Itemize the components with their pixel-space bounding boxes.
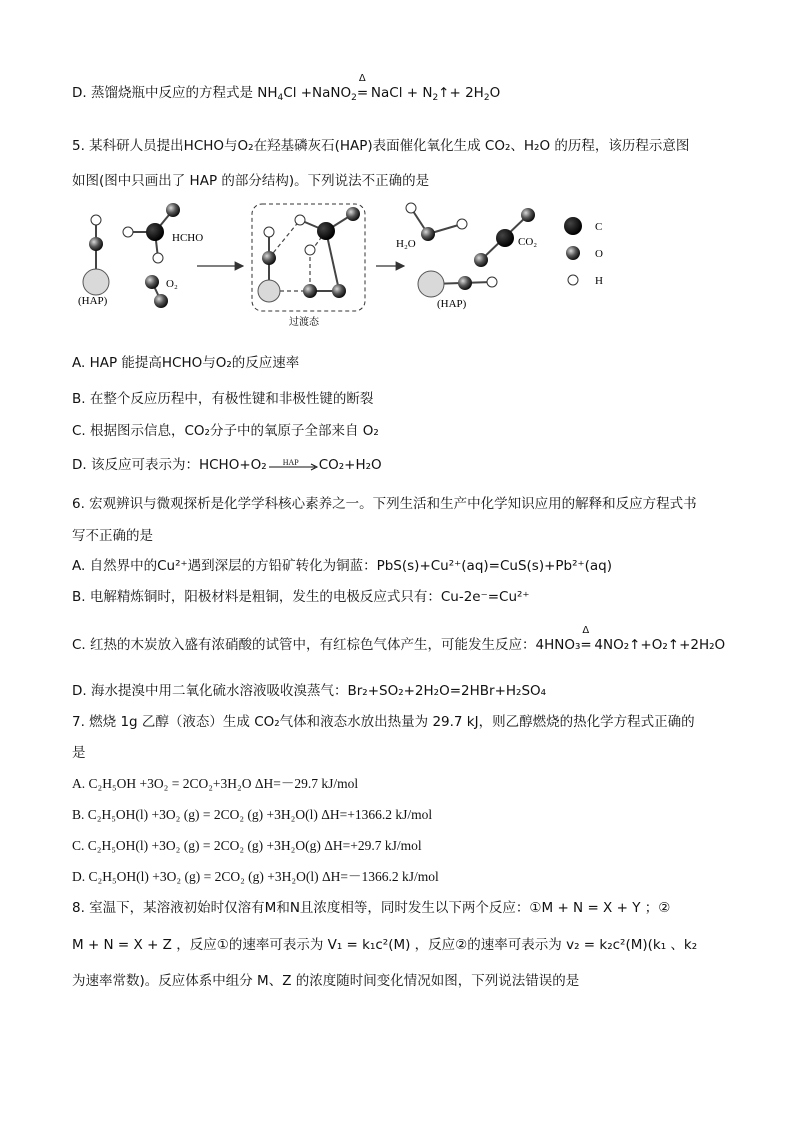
q5-stem-line1: 5. 某科研人员提出HCHO与O₂在羟基磷灰石(HAP)表面催化氧化生成 CO₂、H₂O 的历程，该历程示意图 <box>72 138 690 154</box>
hap-sphere <box>258 280 280 302</box>
q7-stem-line1: 7. 燃烧 1g 乙醇（液态）生成 CO₂气体和液态水放出热量为 29.7 kJ，则乙醇燃烧的热化学方程式正确的 <box>72 714 695 730</box>
o2-molecule <box>145 275 168 308</box>
q6-option-d: D. 海水提溴中用二氧化硫水溶液吸收溴蒸气：Br₂+SO₂+2H₂O=2HBr+H₂SO₄ <box>72 683 547 699</box>
legend-c-swatch <box>564 217 582 235</box>
legend-h-swatch <box>568 275 578 285</box>
legend-o-label: O <box>595 248 603 260</box>
o-atom <box>332 284 346 298</box>
q4-d-end: ↑+ 2H <box>438 85 484 101</box>
label-co2: CO₂ <box>518 236 538 248</box>
c-atom <box>317 222 335 240</box>
q4-d-sub: 2 <box>483 93 490 103</box>
h-atom <box>295 215 305 225</box>
q8-stem-line3: 为速率常数)。反应体系中组分 M、Z 的浓度随时间变化情况如图，下列说法错误的是 <box>72 973 580 989</box>
o-atom <box>521 208 535 222</box>
q5-stem-line2: 如图(图中只画出了 HAP 的部分结构)。下列说法不正确的是 <box>72 173 430 189</box>
o-atom <box>145 275 159 289</box>
q5-option-c: C. 根据图示信息，CO₂分子中的氧原子全部来自 O₂ <box>72 423 379 439</box>
label-hap-left: (HAP) <box>78 295 108 307</box>
h-atom <box>487 277 497 287</box>
label-o2: O₂ <box>166 278 178 290</box>
h-atom <box>123 227 133 237</box>
q5-d-pre: D. 该反应可表示为：HCHO+O₂ <box>72 457 267 473</box>
q6-c-post: 4NO₂↑+O₂↑+2H₂O <box>594 637 726 653</box>
q5-option-b: B. 在整个反应历程中，有极性键和非极性键的断裂 <box>72 391 374 407</box>
legend-o-swatch <box>566 246 580 260</box>
legend-c-label: C <box>595 221 603 233</box>
h-atom <box>153 253 163 263</box>
hap-left-group <box>83 215 109 295</box>
h-atom <box>457 219 467 229</box>
label-transition-state: 过渡态 <box>289 317 319 328</box>
q4-d-sub: 2 <box>351 93 357 103</box>
heat-symbol: Δ <box>358 73 366 84</box>
legend-h-label: H <box>595 275 603 287</box>
label-hcho: HCHO <box>172 232 204 244</box>
q5-option-d <box>72 456 382 474</box>
q7-option-d: D. C₂H₅OH(l) +3O₂ (g) = 2CO₂ (g) +3H₂O(l) ΔH=－1366.2 kJ/mol <box>72 869 439 884</box>
q6-c-pre: C. 红热的木炭放入盛有浓硝酸的试管中，有红棕色气体产生，可能发生反应：4HNO₃ <box>72 637 581 653</box>
h-atom <box>91 215 101 225</box>
o-atom <box>166 203 180 217</box>
o-atom <box>89 237 103 251</box>
h2o-molecule <box>406 203 467 241</box>
o-atom <box>474 253 488 267</box>
hap-sphere <box>83 269 109 295</box>
hap-sphere <box>418 271 444 297</box>
hap-right-group <box>418 271 497 297</box>
q5-d-post: CO₂+H₂O <box>318 457 382 473</box>
q6-stem-line2: 写不正确的是 <box>72 528 153 544</box>
heat-equals: Δ = <box>580 625 592 653</box>
q7-option-c: C. C₂H₅OH(l) +3O₂ (g) = 2CO₂ (g) +3H₂O(g) ΔH=+29.7 kJ/mol <box>72 838 422 853</box>
h-atom <box>305 245 315 255</box>
q8-stem-line1: 8. 室温下，某溶液初始时仅溶有M和N且浓度相等，同时发生以下两个反应：①M + N = X + Y ；② <box>72 900 671 916</box>
o-atom <box>346 207 360 221</box>
label-hap-right: (HAP) <box>437 298 467 310</box>
q6-option-a: A. 自然界中的Cu²⁺遇到深层的方铅矿转化为铜蓝：PbS(s)+Cu²⁺(aq)=CuS(s)+Pb²⁺(aq) <box>72 558 613 574</box>
q6-stem-line1: 6. 宏观辨识与微观探析是化学学科核心素养之一。下列生活和生产中化学知识应用的解释和反应方程式书 <box>72 496 697 512</box>
q6-option-b: B. 电解精炼铜时，阳极材料是粗铜，发生的电极反应式只有：Cu-2e⁻=Cu²⁺ <box>72 589 530 605</box>
heat-symbol: Δ <box>582 625 590 636</box>
q4-d-mid2: NaCl + N <box>370 85 433 101</box>
q7-option-a: A. C₂H₅OH +3O₂ = 2CO₂+3H₂O ΔH=－29.7 kJ/mol <box>72 776 359 791</box>
q4-d-o: O <box>489 85 501 101</box>
transition-state-structure <box>258 207 360 302</box>
o-atom <box>154 294 168 308</box>
q8-stem-line2: M + N = X + Z ，反应①的速率可表示为 V₁ = k₁c²(M) ，反应②的速率可表示为 v₂ = k₂c²(M)(k₁ 、k₂ <box>72 937 698 953</box>
q4-d-prefix: D. 蒸馏烧瓶中反应的方程式是 NH <box>72 85 278 101</box>
h-atom <box>406 203 416 213</box>
q5-option-a: A. HAP 能提高HCHO与O₂的反应速率 <box>72 355 300 371</box>
o-atom <box>458 276 472 290</box>
legend <box>564 217 603 287</box>
q6-option-c <box>72 625 726 654</box>
label-h2o: H₂O <box>396 238 416 250</box>
o-atom <box>262 251 276 265</box>
h-atom <box>264 227 274 237</box>
o-atom <box>421 227 435 241</box>
q7-option-b: B. C₂H₅OH(l) +3O₂ (g) = 2CO₂ (g) +3H₂O(l) ΔH=+1366.2 kJ/mol <box>72 807 433 822</box>
q7-stem-line2: 是 <box>72 745 86 761</box>
condition-arrow <box>267 456 319 474</box>
q4-d-sub: 4 <box>277 93 284 103</box>
q4-d-mid1: Cl +NaNO <box>283 85 352 101</box>
heat-equals: Δ = <box>356 73 369 101</box>
c-atom <box>496 229 514 247</box>
o-atom <box>303 284 317 298</box>
c-atom <box>146 223 164 241</box>
catalyst-label: HAP <box>282 458 299 467</box>
q4-d-sub: 2 <box>432 93 439 103</box>
